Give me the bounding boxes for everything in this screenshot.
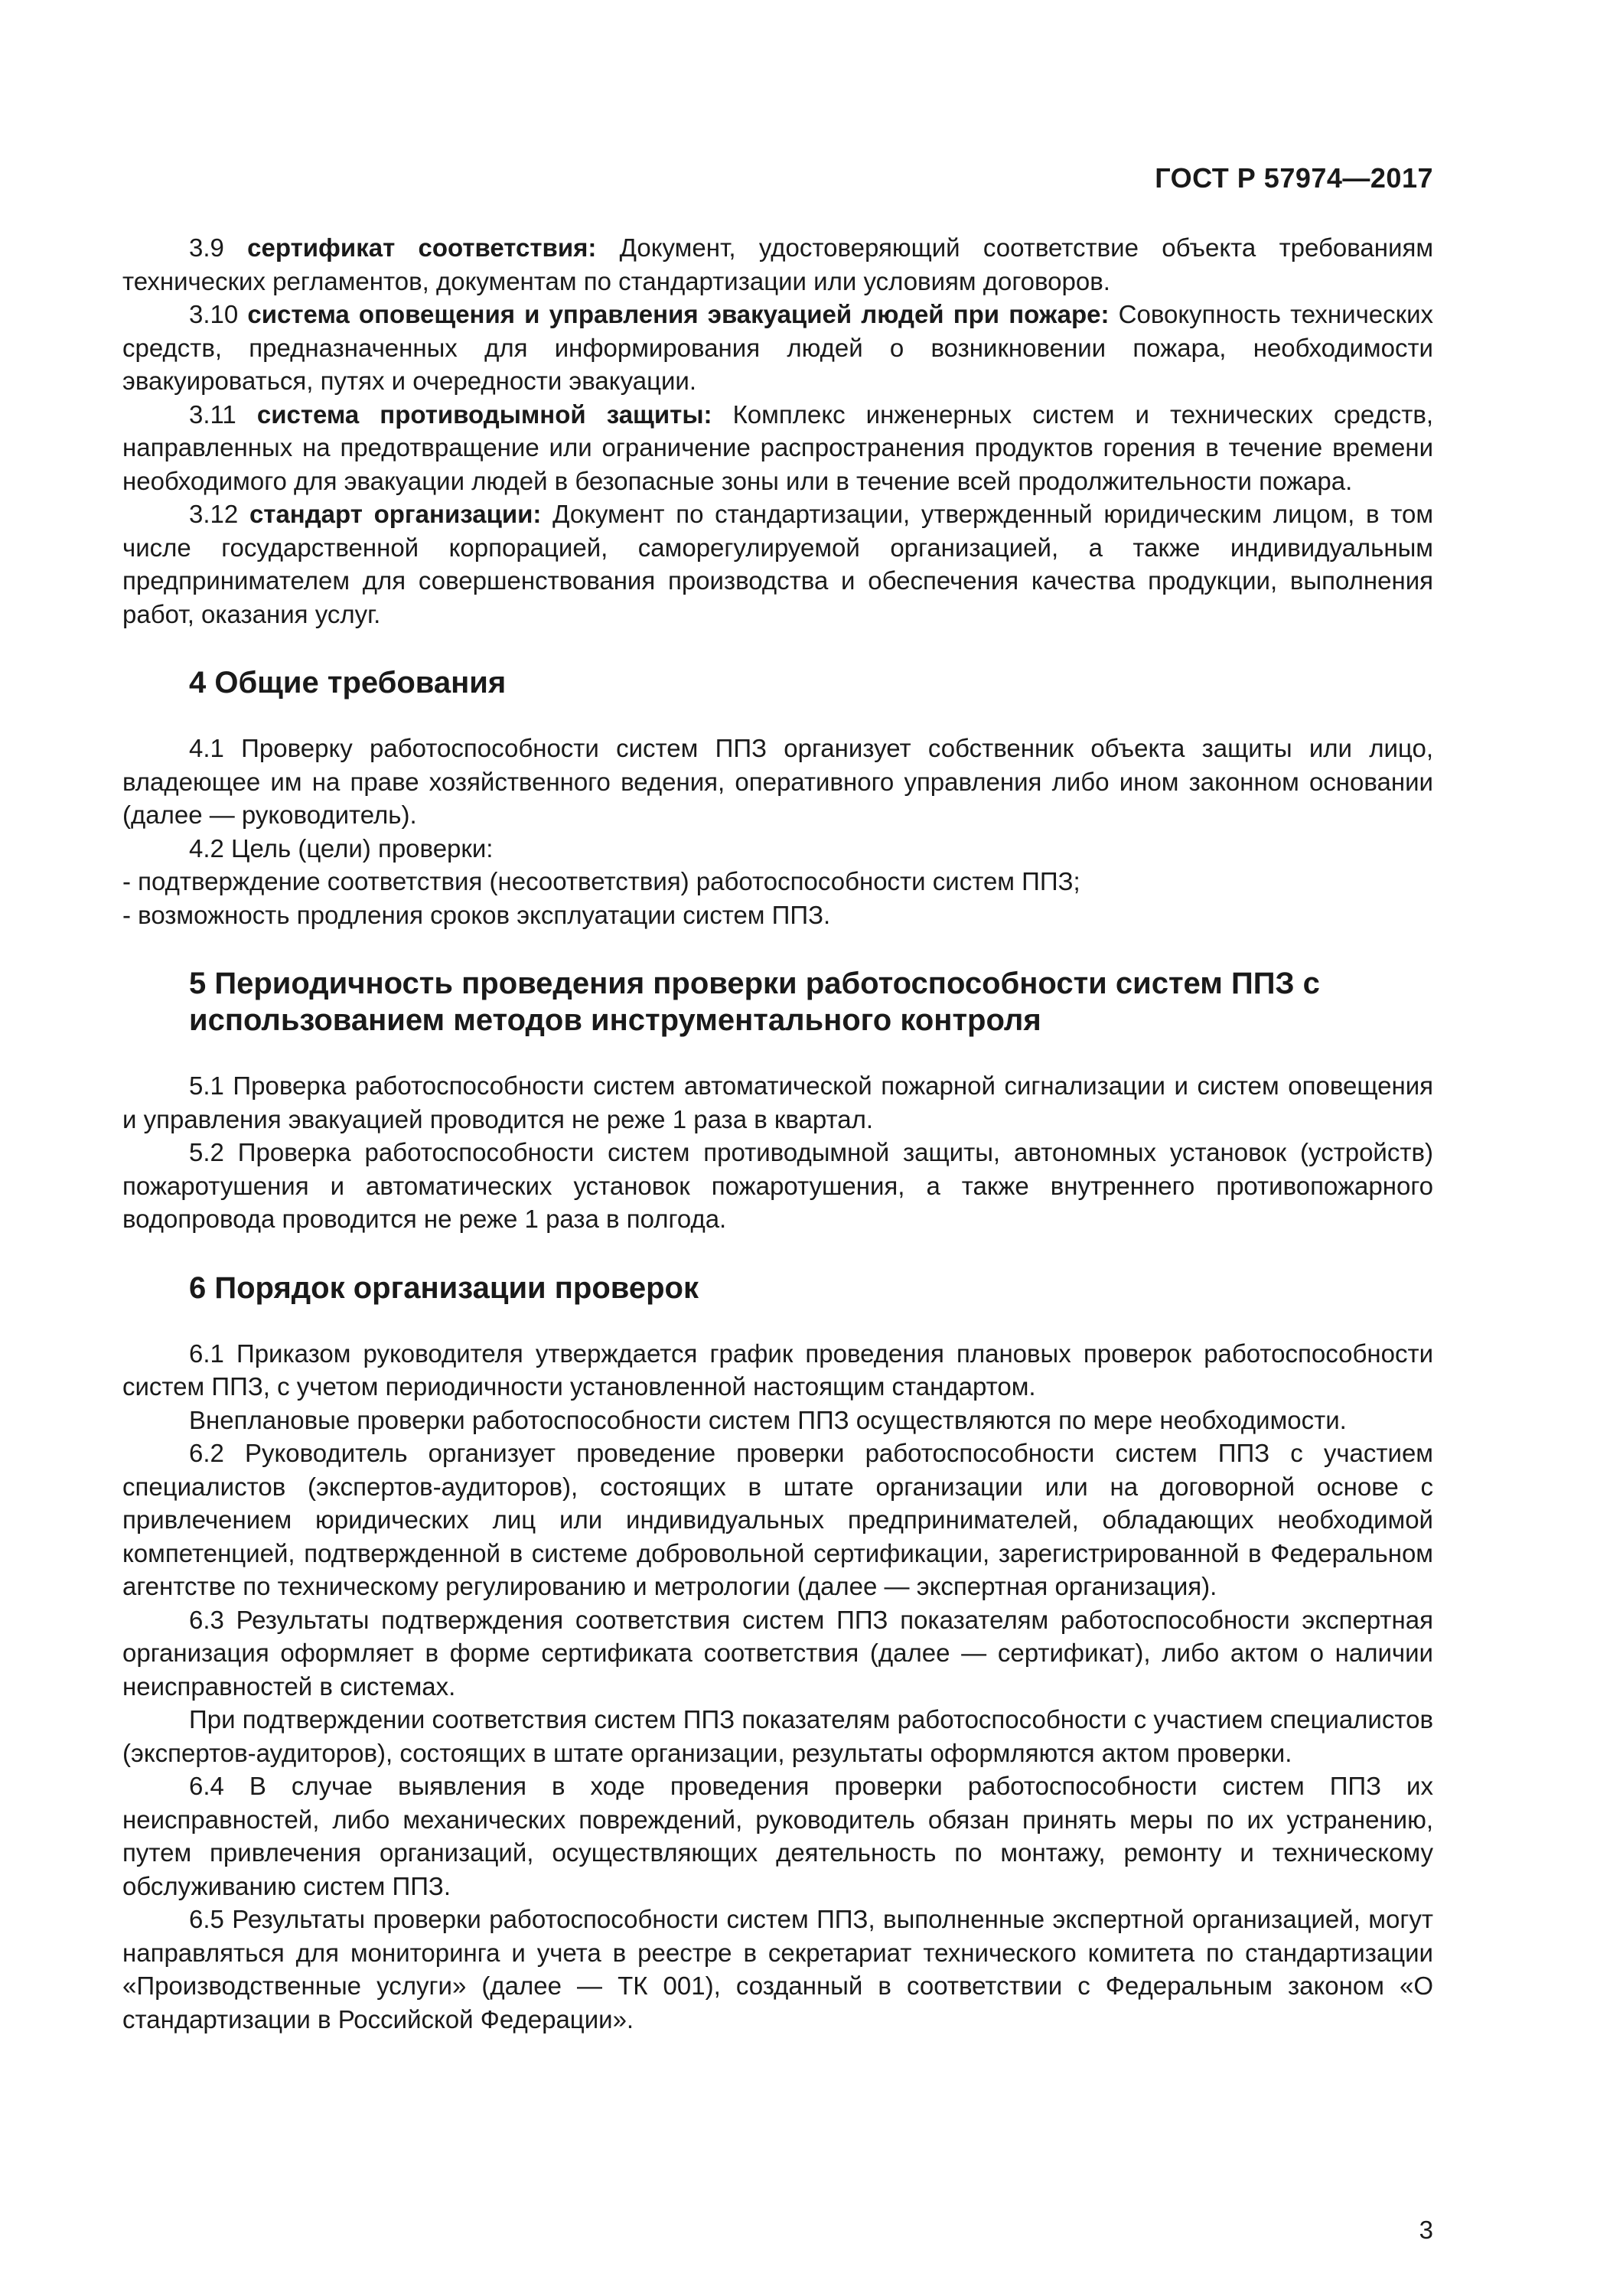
definition-term: стандарт организации: (249, 500, 542, 528)
definition-text: Совокупность технических средств, предназначенных для информирования людей о возникновении пожара, необходимости эвакуироваться, путях и очередности эвакуации. (122, 300, 1434, 395)
definition-number: 3.9 (189, 233, 224, 262)
page-number: 3 (1419, 2216, 1433, 2244)
paragraph-5-1: 5.1 Проверка работоспособности систем автоматической пожарной сигнализации и систем оповещения и управления эвакуацией проводится не реже 1 раза в квартал. (122, 1071, 1433, 1133)
paragraph-internal-audit: При подтверждении соответствия систем ППЗ показателям работоспособности с участием специалистов (экспертов-аудиторов), состоящих в штате организации, результаты оформляются актом проверки. (122, 1705, 1433, 1767)
list-item: - подтверждение соответствия (несоответствия) работоспособности систем ППЗ; (122, 867, 1080, 895)
definition-number: 3.10 (189, 300, 239, 328)
section-heading-5 (122, 965, 1433, 1039)
page-content (122, 231, 1433, 2036)
section-heading-6: 6 Порядок организации проверок (189, 1270, 699, 1305)
section-heading-4: 4 Общие требования (189, 666, 507, 700)
paragraph-6-3: 6.3 Результаты подтверждения соответствия систем ППЗ показателям работоспособности экспертная организация оформляет в форме сертификата соответствия (далее — сертификат), либо актом о наличии неисправностей в системах. (122, 1605, 1433, 1701)
paragraph-4-1: 4.1 Проверку работоспособности систем ППЗ организует собственник объекта защиты или лицо, владеющее им на праве хозяйственного ведения, оперативного управления либо ином законном основании (далее — руководитель). (122, 734, 1433, 829)
definition-3-10 (122, 298, 1433, 398)
definition-term: система оповещения и управления эвакуацией людей при пожаре: (247, 300, 1110, 328)
definition-text: Документ, удостоверяющий соответствие объекта требованиям технических регламентов, документам по стандартизации или условиям договоров. (122, 233, 1434, 295)
definition-text: Комплекс инженерных систем и технических средств, направленных на предотвращение или ограничение распространения продуктов горения в течение времени необходимого для эвакуации людей в безопасные зоны или в течение всей продолжительности пожара. (122, 400, 1434, 495)
paragraph-6-1: 6.1 Приказом руководителя утверждается график проведения плановых проверок работоспособности систем ППЗ, с учетом периодичности установленной настоящим стандартом. (122, 1339, 1433, 1401)
paragraph-6-4: 6.4 В случае выявления в ходе проведения проверки работоспособности систем ППЗ их неисправностей, либо механических повреждений, руководитель обязан принять меры по их устранению, путем привлечения организаций, осуществляющих деятельность по монтажу, ремонту и техническому обслуживанию систем ППЗ. (122, 1772, 1433, 1900)
paragraph-5-2: 5.2 Проверка работоспособности систем противодымной защиты, автономных установок (устройств) пожаротушения и автоматических установок пожаротушения, а также внутреннего противопожарного водопровода проводится не реже 1 раза в полгода. (122, 1138, 1433, 1233)
definition-term: сертификат соответствия: (247, 233, 597, 262)
definition-3-11 (122, 398, 1433, 498)
list-item: - возможность продления сроков эксплуатации систем ППЗ. (122, 900, 831, 929)
definition-number: 3.12 (189, 500, 239, 528)
heading-line: 5 Периодичность проведения проверки работоспособности систем ППЗ с (189, 967, 1320, 1000)
definition-3-9 (122, 231, 1433, 298)
paragraph-unplanned-checks: Внеплановые проверки работоспособности систем ППЗ осуществляются по мере необходимости. (189, 1405, 1347, 1434)
document-code: ГОСТ Р 57974—2017 (1155, 162, 1433, 194)
definition-3-12 (122, 497, 1433, 631)
definition-number: 3.11 (189, 400, 236, 429)
paragraph-6-2: 6.2 Руководитель организует проведение проверки работоспособности систем ППЗ с участием специалистов (экспертов-аудиторов), состоящих в штате организации или на договорной основе с привлечением юридических лиц или индивидуальных предпринимателей, обладающих необходимой компетенцией, подтвержденной в системе добровольной сертификации, зарегистрированной в Федеральном агентстве по техническому регулированию и метрологии (далее — экспертная организация). (122, 1439, 1433, 1600)
paragraph-4-2: 4.2 Цель (цели) проверки: (189, 833, 494, 863)
definition-term: система противодымной защиты: (256, 400, 712, 429)
paragraph-6-5: 6.5 Результаты проверки работоспособности систем ППЗ, выполненные экспертной организацией, могут направляться для мониторинга и учета в реестре в секретариат технического комитета по стандартизации «Производственные услуги» (далее — ТК 001), созданный в соответствии с Федеральным законом «О стандартизации в Российской Федерации». (122, 1905, 1433, 2033)
definition-text: Документ по стандартизации, утвержденный юридическим лицом, в том числе государственной корпорацией, саморегулируемой организацией, а также индивидуальным предпринимателем для совершенствования производства и обеспечения качества продукции, выполнения работ, оказания услуг. (122, 500, 1434, 628)
heading-line: использованием методов инструментального контроля (189, 1003, 1041, 1037)
